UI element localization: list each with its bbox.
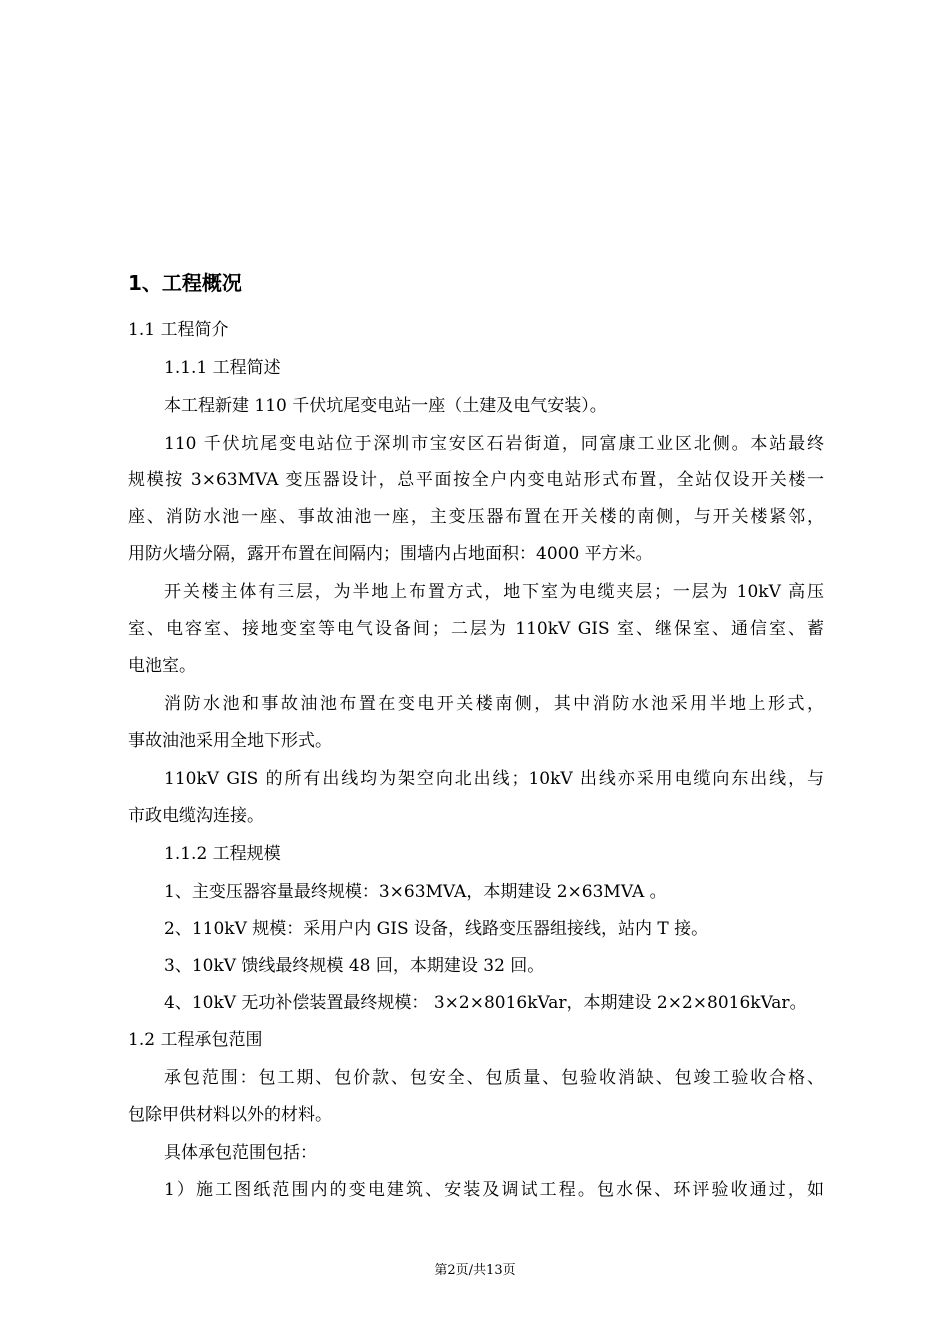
paragraph-pools-line: 事故油池采用全地下形式。 — [128, 731, 332, 751]
paragraph-building-line: 电池室。 — [128, 656, 196, 676]
paragraph-location-line: 座、消防水池一座、事故油池一座，主变压器布置在开关楼的南侧，与开关楼紧邻， — [128, 507, 824, 527]
scale-item: 4、10kV 无功补偿装置最终规模： 3×2×8016kVar，本期建设 2×2×8016kVar。 — [164, 993, 807, 1013]
scale-item: 3、10kV 馈线最终规模 48 回，本期建设 32 回。 — [164, 956, 545, 976]
section-heading-1: 1、工程概况 — [128, 271, 242, 295]
paragraph-scope-line: 承包范围：包工期、包价款、包安全、包质量、包验收消缺、包竣工验收合格、 — [164, 1068, 824, 1088]
paragraph-outgoing-line: 110kV GIS 的所有出线均为架空向北出线；10kV 出线亦采用电缆向东出线，与 — [164, 769, 824, 789]
paragraph-building-line: 室、电容室、接地变室等电气设备间；二层为 110kV GIS 室、继保室、通信室、蓄 — [128, 619, 824, 639]
paragraph-intro: 本工程新建 110 千伏坑尾变电站一座（土建及电气安装）。 — [164, 396, 607, 416]
scale-item: 2、110kV 规模：采用户内 GIS 设备，线路变压器组接线，站内 T 接。 — [164, 919, 709, 939]
section-heading-1-1-2: 1.1.2 工程规模 — [164, 844, 281, 864]
paragraph-location-line: 规模按 3×63MVA 变压器设计，总平面按全户内变电站形式布置，全站仅设开关楼一 — [128, 470, 824, 490]
paragraph-location-line: 用防火墙分隔，露开布置在间隔内；围墙内占地面积：4000 平方米。 — [128, 544, 653, 564]
paragraph-location-line: 110 千伏坑尾变电站位于深圳市宝安区石岩街道，同富康工业区北侧。本站最终 — [164, 434, 824, 454]
paragraph-building-line: 开关楼主体有三层，为半地上布置方式，地下室为电缆夹层；一层为 10kV 高压 — [164, 582, 824, 602]
page-number-footer: 第2页/共13页 — [434, 1263, 516, 1278]
paragraph-scope-line: 包除甲供材料以外的材料。 — [128, 1105, 332, 1125]
section-heading-1-2: 1.2 工程承包范围 — [128, 1030, 263, 1050]
scale-item: 1、主变压器容量最终规模：3×63MVA，本期建设 2×63MVA 。 — [164, 882, 667, 902]
section-heading-1-1: 1.1 工程简介 — [128, 320, 229, 340]
paragraph-scope-item: 1）施工图纸范围内的变电建筑、安装及调试工程。包水保、环评验收通过，如 — [164, 1180, 824, 1200]
section-heading-1-1-1: 1.1.1 工程简述 — [164, 358, 281, 378]
paragraph-scope-details: 具体承包范围包括： — [164, 1143, 317, 1163]
paragraph-outgoing-line: 市政电缆沟连接。 — [128, 806, 264, 826]
paragraph-pools-line: 消防水池和事故油池布置在变电开关楼南侧，其中消防水池采用半地上形式， — [164, 694, 824, 714]
